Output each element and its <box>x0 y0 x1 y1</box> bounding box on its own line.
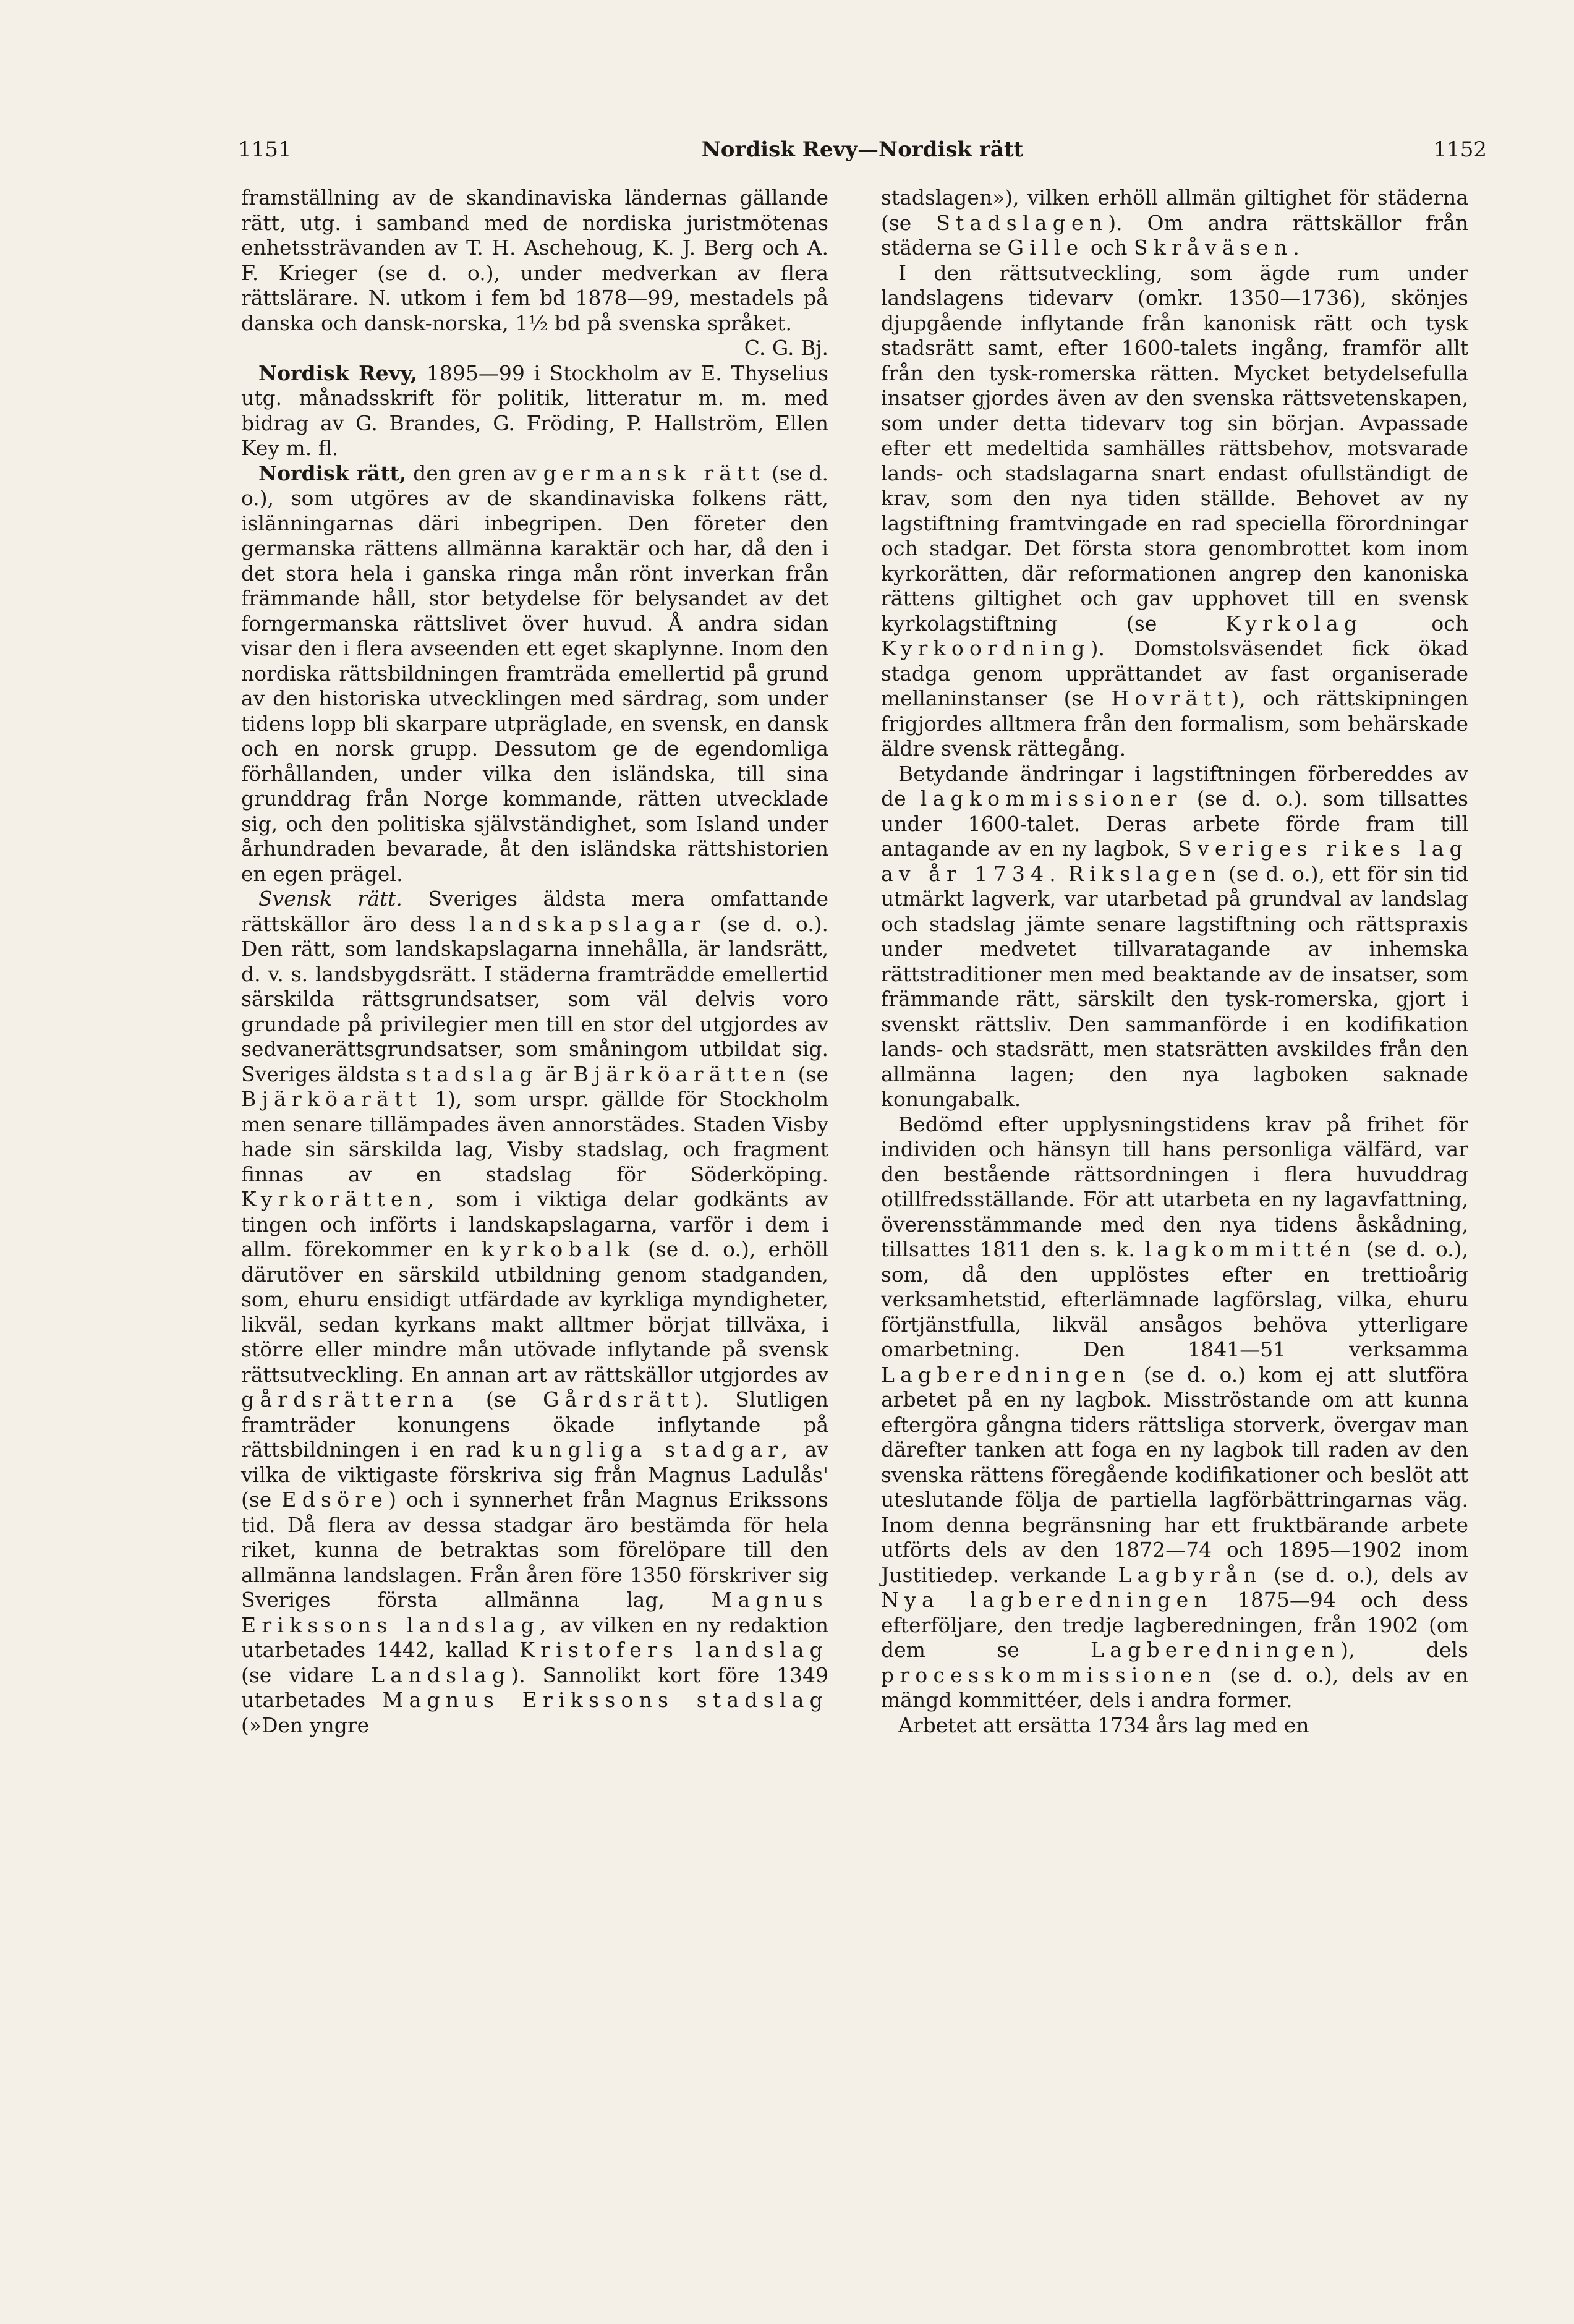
section-svensk-ratt: Svensk rätt. Sveriges äldsta mera omfattande rättskällor äro dess landskapslagar (se d. o.). Den rätt, som landskapslagarna innehålla, är landsrätt, d. v. s. landsbygdsrätt. I städerna framträdde emellertid särskilda rättsgrundsatser, som väl delvis voro grundade på privilegier men till en stor del utgjordes av sedvanerättsgrundsatser, som småningom utbildat sig. Sveriges äldsta stadslag är Bjärköarätten (se Bjärköarätt 1), som urspr. gällde för Stockholm men senare tillämpades även annorstädes. Staden Visby hade sin särskilda lag, Visby stadslag, och fragment finnas av en stadslag för Söderköping. Kyrkorätten, som i viktiga delar godkänts av tingen och införts i landskapslagarna, varför i dem i allm. förekommer en kyrkobalk (se d. o.), erhöll därutöver en särskild utbildning genom stadganden, som, ehuru ensidigt utfärdade av kyrkliga myndigheter, likväl, sedan kyrkans makt alltmer börjat tillväxa, i större eller mindre mån utövade inflytande på svensk rättsutveckling. En annan art av rättskällor utgjordes av gårdsrätterna (se Gårdsrätt). Slutligen framträder konungens ökade inflytande på rättsbildningen i en rad kungliga stadgar, av vilka de viktigaste förskriva sig från Magnus Ladulås' (se Edsöre) och i synnerhet från Magnus Erikssons tid. Då flera av dessa stadgar äro bestämda för hela riket, kunna de betraktas som förelöpare till den allmänna landslagen. Från åren före 1350 förskriver sig Sveriges första allmänna lag, Magnus Erikssons landslag, av vilken en ny redaktion utarbetades 1442, kallad Kristofers landslag (se vidare Landslag). Sannolikt kort före 1349 utarbetades Magnus Erikssons stadslag (»Den yngre <box>241 887 829 1737</box>
page-number-right: 1152 <box>1433 137 1487 162</box>
cross-reference: Skråväsen. <box>1134 236 1306 260</box>
running-title: Nordisk Revy—Nordisk rätt <box>701 137 1024 162</box>
entry-nordisk-ratt: Nordisk rätt, den gren av germansk rätt (se d. o.), som utgöres av de skandinaviska folkens rätt, islänningarnas däri inbegripen. Den företer den germanska rättens allmänna karaktär och har, då den i det stora hela i ganska ringa mån rönt inverkan från främmande håll, stor betydelse för belysandet av det forngermanska rättslivet över huvud. Å andra sidan visar den i flera avseenden ett eget skaplynne. Inom den nordiska rättsbildningen framträda emellertid på grund av den historiska utvecklingen med särdrag, som under tidens lopp bli skarpare utpräglade, en svensk, en dansk och en norsk grupp. Dessutom ge de egendomliga förhållanden, under vilka den isländska, till sina grunddrag från Norge kommande, rätten utvecklade sig, och den politiska självständighet, som Island under århundraden bevarade, åt den isländska rättshistorien en egen prägel. <box>241 461 828 886</box>
cross-reference: processkommissionen <box>881 1662 1217 1687</box>
entry-nordisk-revy: Nordisk Revy, 1895—99 i Stockholm av E. Thyselius utg. månadsskrift för politik, litteratur m. m. med bidrag av G. Brandes, G. Fröding, P. Hallström, Ellen Key m. fl. <box>241 360 828 460</box>
cross-reference: Bjärköarätt <box>241 1087 423 1111</box>
page-header <box>238 137 1487 174</box>
page-number-left: 1151 <box>238 137 292 162</box>
section-heading: Svensk rätt. <box>258 887 402 911</box>
cross-reference: Gille <box>1007 236 1084 260</box>
left-column <box>241 185 828 1738</box>
headword: Nordisk rätt, <box>258 461 407 485</box>
cross-reference: Nya lagberedningen <box>881 1588 1213 1612</box>
cross-reference: Lagberedningen <box>881 1362 1131 1387</box>
cross-reference: Hovrätt <box>1111 686 1232 710</box>
cross-reference: Magnus Erikssons landslag, <box>241 1588 828 1637</box>
cross-reference: Kyrkolag <box>1225 611 1363 636</box>
cross-reference: landskapslagar <box>469 911 707 936</box>
cross-reference: Kristofers landslag <box>519 1638 828 1662</box>
cross-reference: Bjärköarätten <box>573 1062 791 1086</box>
paragraph-rattsutveckling: I den rättsutveckling, som ägde rum under landslagens tidevarv (omkr. 1350—1736), skönjes djupgående inflytande från kanonisk rätt och tysk stadsrätt samt, efter 1600-talets ingång, framför allt från den tysk-romerska rätten. Mycket betydelsefulla insatser gjordes även av den svenska rättsvetenskapen, som under detta tidevarv tog sin början. Avpassade efter ett medeltida samhälles rättsbehov, motsvarade lands- och stadslagarna snart endast ofullständigt de krav, som den nya tiden ställde. Behovet av ny lagstiftning framtvingade en rad speciella förordningar och stadgar. Det första stora genombrottet kom inom kyrkorätten, där reformationen angrep den kanoniska rättens giltighet och gav upphovet till en svensk kyrkolagstiftning (se Kyrkolag och Kyrkoordning). Domstolsväsendet fick ökad stadga genom upprättandet av fast organiserade mellaninstanser (se Hovrätt), och rättskipningen frigjordes alltmera från den formalism, som behärskade äldre svensk rättegång. <box>881 260 1468 760</box>
cross-reference: Sveriges rikes lag av år 1734. <box>881 836 1468 886</box>
cross-reference: Lagberedningen <box>1091 1638 1341 1662</box>
cross-reference: Rikslagen <box>1068 861 1222 886</box>
cross-reference: Kyrkoordning <box>881 636 1091 660</box>
cross-reference: Lagbyrån <box>1118 1562 1262 1587</box>
cross-reference: stadslag <box>406 1062 538 1086</box>
cross-reference: Edsöre <box>281 1488 389 1512</box>
paragraph-lagkommissioner: Betydande ändringar i lagstiftningen förbereddes av de lagkommissioner (se d. o.). som tillsattes under 1600-talet. Deras arbete förde fram till antagande av en ny lagbok, Sveriges rikes lag av år 1734. Rikslagen (se d. o.), ett för sin tid utmärkt lagverk, var utarbetad på grundval av landslag och stadslag jämte senare lagstiftning och rättspraxis under medvetet tillvaratagande av inhemska rättstraditioner men med beaktande av de insatser, som främmande rätt, särskilt den tysk-romerska, gjort i svenskt rättsliv. Den sammanförde i en kodifikation lands- och stadsrätt, men statsrätten avskildes från den allmänna lagen; den nya lagboken saknade konungabalk. <box>881 761 1468 1111</box>
cross-reference: Stadslagen <box>936 210 1108 235</box>
cross-reference: kyrkobalk <box>481 1237 636 1261</box>
paragraph-framstallning: framställning av de skandinaviska ländernas gällande rätt, utg. i samband med de nordiska juristmötenas enhetssträvanden av T. H. Aschehoug, K. J. Berg och A. F. Krieger (se d. o.), under medverkan av flera rättslärare. N. utkom i fem bd 1878—99, mestadels på danska och dansk-norska, 1½ bd på svenska språket. C. G. Bj. <box>241 185 828 360</box>
headword: Nordisk Revy, <box>258 360 418 385</box>
paragraph-arbetet: Arbetet att ersätta 1734 års lag med en <box>898 1713 1309 1737</box>
cross-reference: lagkommissioner <box>920 786 1183 811</box>
cross-reference: gårdsrätterna <box>241 1387 459 1411</box>
cross-reference: germansk rätt <box>543 461 765 485</box>
cross-reference: Gårdsrätt <box>543 1387 695 1411</box>
author-signature: C. G. Bj. <box>744 336 828 360</box>
right-column <box>881 185 1468 1738</box>
cross-reference: Magnus Erikssons stadslag <box>382 1688 828 1712</box>
cross-reference: Landslag <box>371 1662 511 1687</box>
cross-reference: lagkommittén <box>1144 1237 1356 1261</box>
cross-reference: Kyrkorätten, <box>241 1187 440 1211</box>
paragraph-stadslagen: stadslagen»), vilken erhöll allmän giltighet för städerna (se Stadslagen). Om andra rättskällor från städerna se Gille och Skråväsen. <box>881 185 1468 260</box>
paragraph-upplysningstiden: Bedömd efter upplysningstidens krav på frihet för individen och hänsyn till hans personliga välfärd, var den bestående rättsordningen i flera huvuddrag otillfredsställande. För att utarbeta en ny lagavfattning, överensstämmande med den nya tidens åskådning, tillsattes 1811 den s. k. lagkommittén (se d. o.), som, då den upplöstes efter en trettioårig verksamhetstid, efterlämnade lagförslag, vilka, ehuru förtjänstfulla, likväl ansågos behöva ytterligare omarbetning. Den 1841—51 verksamma Lagberedningen (se d. o.) kom ej att slutföra arbetet på en ny lagbok. Misströstande om att kunna eftergöra gångna tiders rättsliga storverk, övergav man därefter tanken att foga en ny lagbok till raden av den svenska rättens föregående kodifikationer och beslöt att uteslutande följa de partiella lagförbättringarnas väg. Inom denna begränsning har ett fruktbärande arbete utförts dels av den 1872—74 och 1895—1902 inom Justitiedep. verkande Lagbyrån (se d. o.), dels av Nya lagberedningen 1875—94 och dess efterföljare, den tredje lagberedningen, från 1902 (om dem se Lagberedningen), dels processkommissionen (se d. o.), dels av en mängd kommittéer, dels i andra former. <box>881 1112 1469 1712</box>
cross-reference: kungliga stadgar, <box>512 1437 794 1462</box>
